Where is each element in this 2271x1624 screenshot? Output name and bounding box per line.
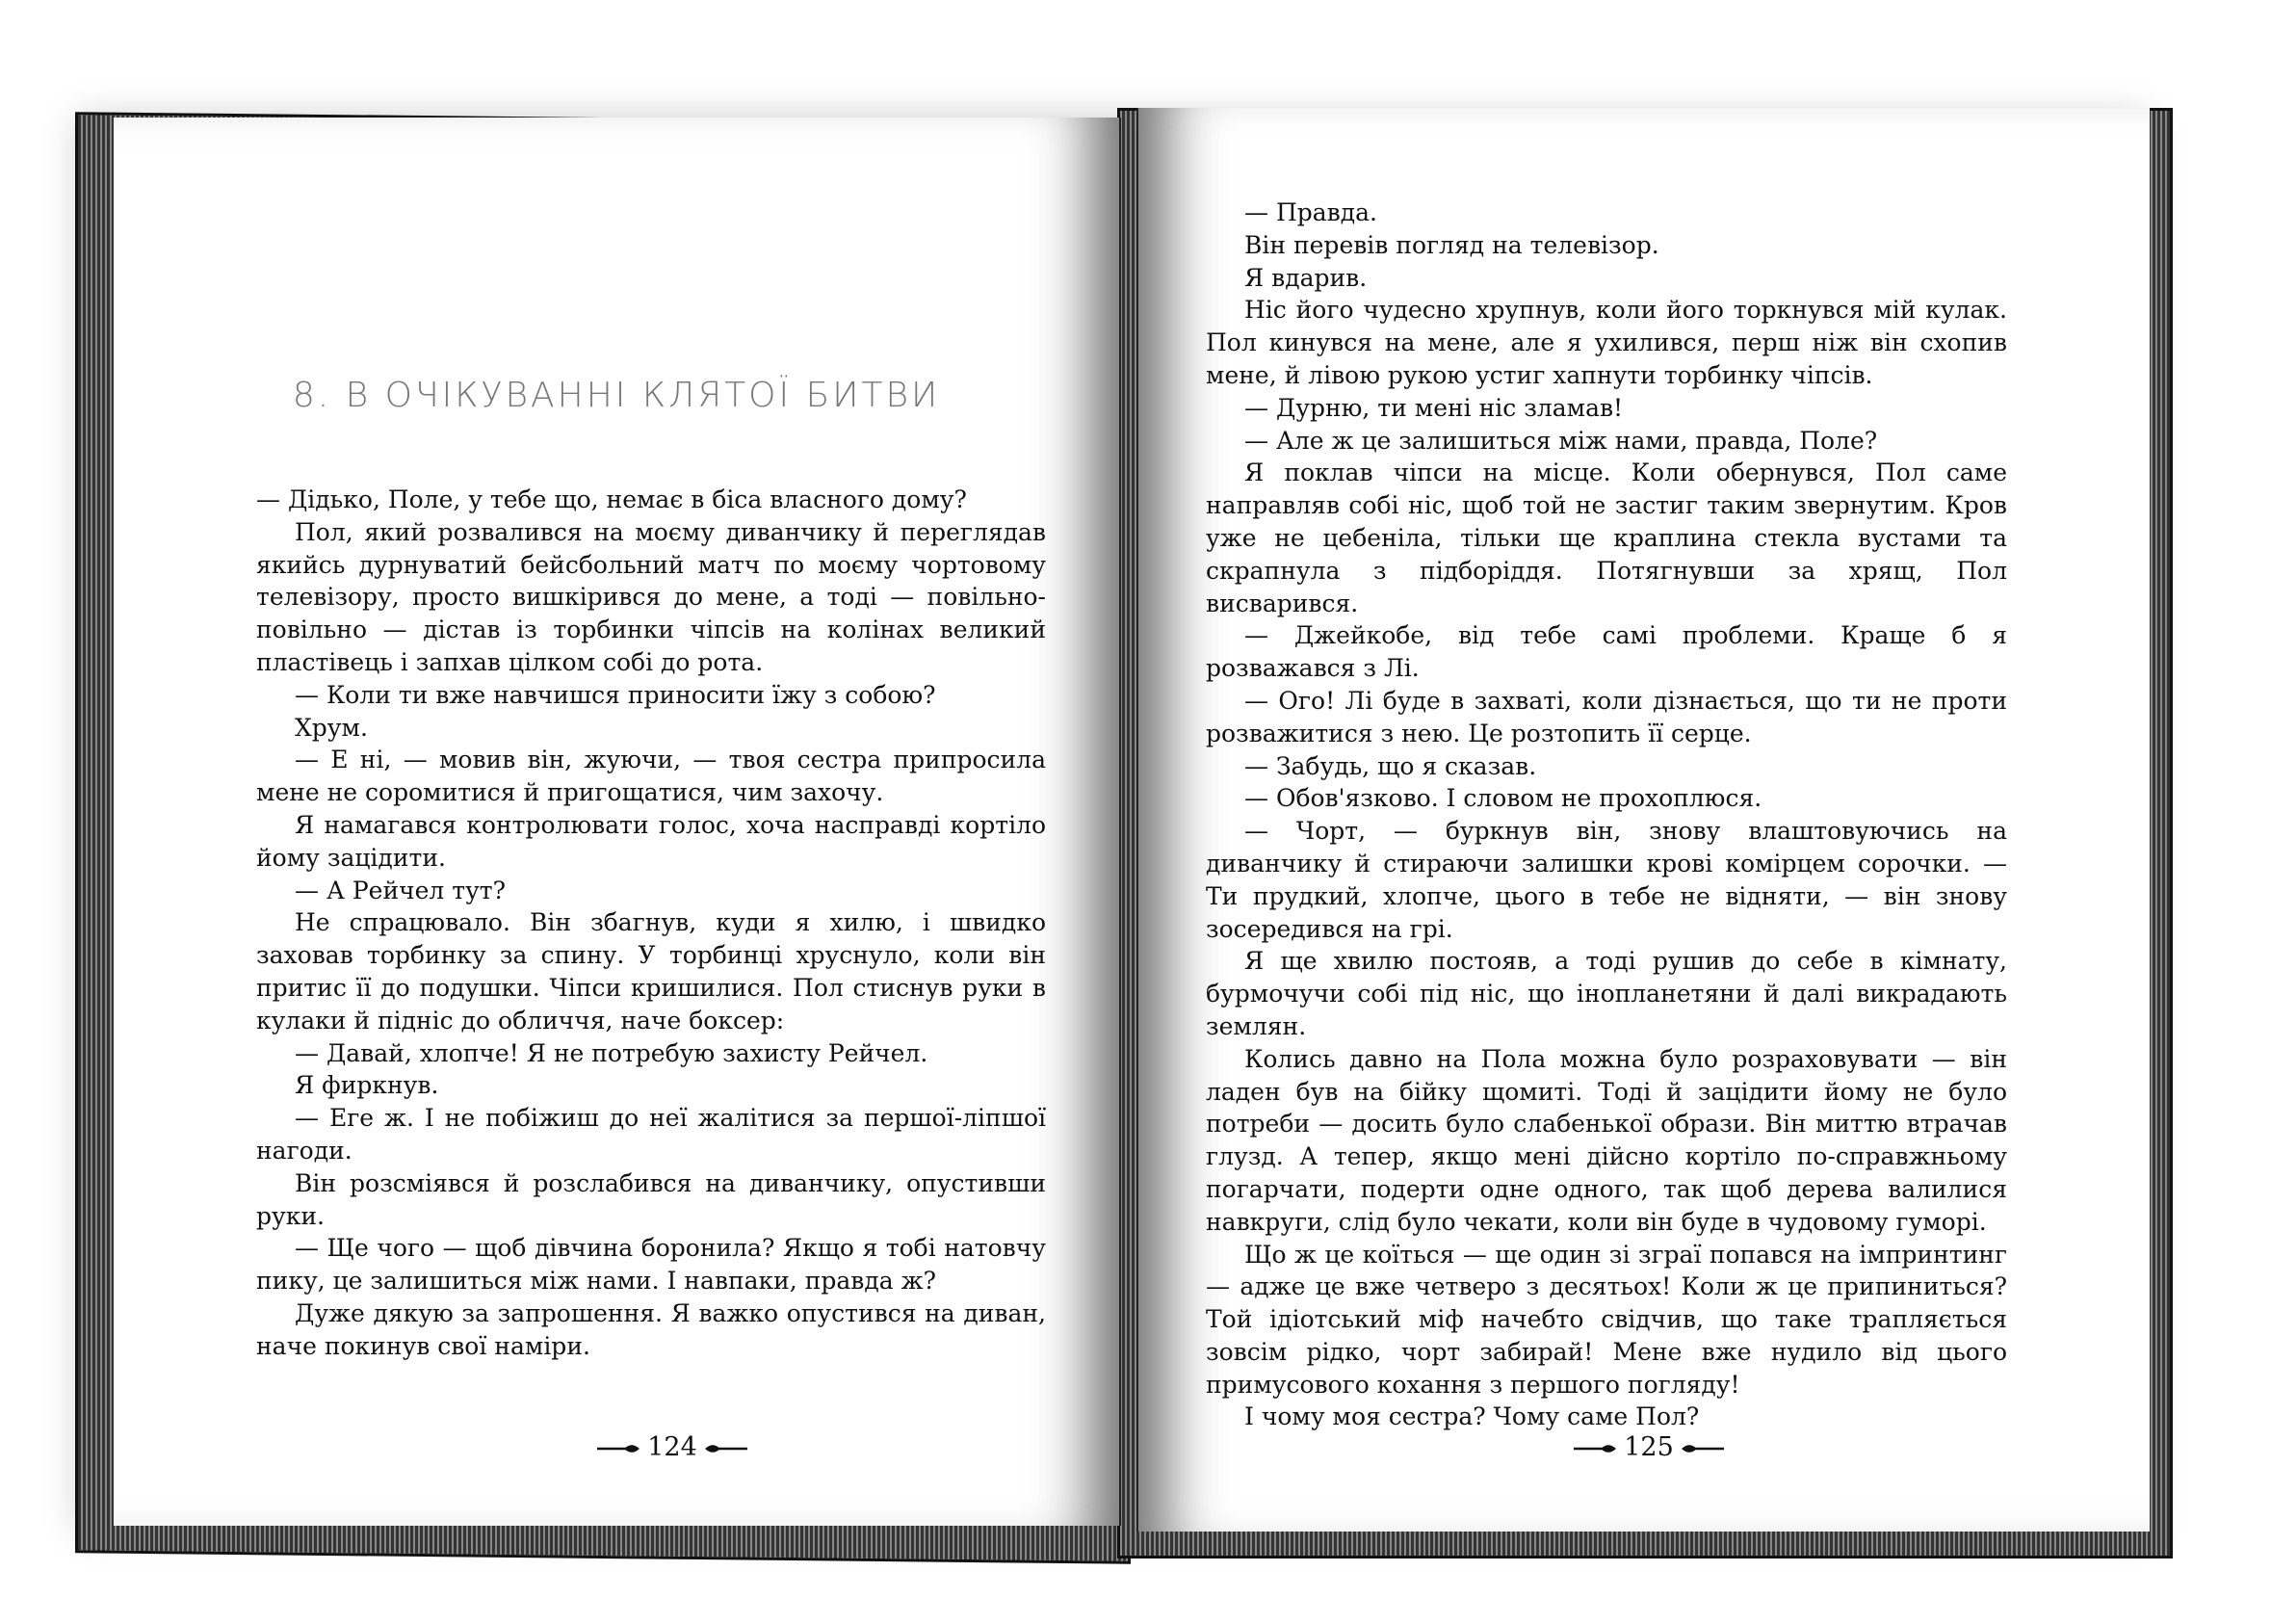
paragraph: Він перевів погляд на телевізор. (1244, 230, 1659, 259)
paragraph: Пол, який розвалився на моєму диванчику й переглядав якийсь дурнуватий бейсбольний матч по моєму чортовому телевізору, просто вишкірився до мене, а тоді — повільно-повільно — дістав із торбинки чіпсів на колінах великий пластівець і запхав цілком собі до рота. (256, 517, 1046, 676)
paragraph: Не спрацювало. Він збагнув, куди я хилю, і швидко заховав торбинку за спину. У торбинці хруснуло, коли він притис її до подушки. Чіпси кришилися. Пол стиснув руки в кулаки й підніс до обличчя, наче боксер: (256, 908, 1046, 1035)
page-number-footer (1504, 1432, 1793, 1462)
page-number: 125 (1624, 1432, 1674, 1462)
ornament-right-icon (1682, 1443, 1724, 1454)
ornament-left-icon (597, 1443, 640, 1454)
ornament-left-icon (1574, 1443, 1616, 1454)
paragraph: — Еге ж. І не побіжиш до неї жалітися за першої-ліпшої нагоди. (256, 1104, 1046, 1165)
left-page (114, 118, 1121, 1526)
paragraph: Ніс його чудесно хрупнув, коли його торкнувся мій кулак. Пол кинувся на мене, але я ухилився, перш ніж він схопив мене, й лівою рукою устиг хапнути торбинку чіпсів. (1206, 296, 2007, 389)
paragraph: І чому моя сестра? Чому саме Пол? (1244, 1402, 1700, 1431)
paragraph: Що ж це коїться — ще один зі зграї попався на імпринтинг — адже це вже четверо з десятьох! Коли ж це припиниться? Той ідіотський міф начебто свідчив, що таке трапляється зовсім рідко, чорт забирай! Мене вже нудило від цього примусового кохання з першого погляду! (1206, 1240, 2007, 1399)
paragraph: — Джейкобе, від тебе самі проблеми. Краще б я розважався з Лі. (1206, 621, 2007, 683)
paragraph: Я фиркнув. (295, 1071, 439, 1100)
paragraph: — Забудь, що я сказав. (1244, 751, 1537, 780)
paragraph: Я ще хвилю постояв, а тоді рушив до себе в кімнату, бурмочучи собі під ніс, що інопланетяни й далі викрадають землян. (1206, 947, 2007, 1040)
paragraph: — Коли ти вже навчишся приносити їжу з собою? (295, 680, 936, 709)
paragraph: — Ого! Лі буде в захваті, коли дізнається, що ти не проти розважитися з нею. Це розтопить її серце. (1206, 686, 2007, 747)
paragraph: — Е ні, — мовив він, жуючи, — твоя сестра припросила мене не соромитися й пригощатися, чим захочу. (256, 746, 1046, 807)
paragraph: — Правда. (1244, 198, 1377, 226)
paragraph: — А Рейчел тут? (295, 876, 507, 904)
right-page-text (1206, 196, 2007, 1433)
paragraph: Дуже дякую за запрошення. Я важко опустився на диван, наче покинув свої наміри. (256, 1298, 1046, 1360)
ornament-right-icon (705, 1443, 747, 1454)
paragraph: — Але ж це залишиться між нами, правда, Поле? (1244, 426, 1878, 455)
paragraph: — Дурню, ти мені ніс зламав! (1244, 393, 1624, 422)
paragraph: — Дідько, Поле, у тебе що, немає в біса власного дому? (256, 485, 967, 513)
paragraph: Я вдарив. (1244, 263, 1368, 292)
right-page (1136, 108, 2150, 1532)
paragraph: — Обов'язково. І словом не прохоплюся. (1244, 784, 1762, 813)
paragraph: Хрум. (295, 713, 368, 742)
page-number: 124 (647, 1432, 697, 1462)
paragraph: Я поклав чіпси на місце. Коли обернувся, Пол саме направляв собі ніс, щоб той не застиг таким звернутим. Кров уже не цебеніла, тільки ще краплина стекла вустами та скрапнула з підборіддя. Потягнувши за хрящ, Пол висварився. (1206, 458, 2007, 617)
paragraph: — Чорт, — буркнув він, знову влаштовуючись на диванчику й стираючи залишки крові комірцем сорочки. — Ти прудкий, хлопче, цього в тебе не відняти, — він знову зосередився на грі. (1206, 817, 2007, 943)
chapter-title: 8. В ОЧІКУВАННІ КЛЯТОЇ БИТВИ (292, 376, 941, 415)
paragraph: — Давай, хлопче! Я не потребую захисту Рейчел. (295, 1038, 928, 1067)
paragraph: — Ще чого — щоб дівчина боронила? Якщо я тобі натовчу пику, це залишиться між нами. І навпаки, правда ж? (256, 1234, 1046, 1296)
page-number-footer (528, 1432, 817, 1462)
paragraph: Він розсміявся й розслабився на диванчику, опустивши руки. (256, 1168, 1046, 1230)
left-page-text (256, 484, 1046, 1363)
paragraph: Я намагався контролювати голос, хоча насправді кортіло йому зацідити. (256, 810, 1046, 872)
paragraph: Колись давно на Пола можна було розраховувати — він ладен був на бійку щомиті. Тоді й зацідити йому не було потреби — досить було слабенької образи. Він миттю втрачав глузд. А тепер, якщо мені дійсно кортіло по-справжньому погарчати, подерти одне одного, так щоб дерева валилися навкруги, слід було чекати, коли він буде в чудовому гуморі. (1206, 1044, 2007, 1236)
